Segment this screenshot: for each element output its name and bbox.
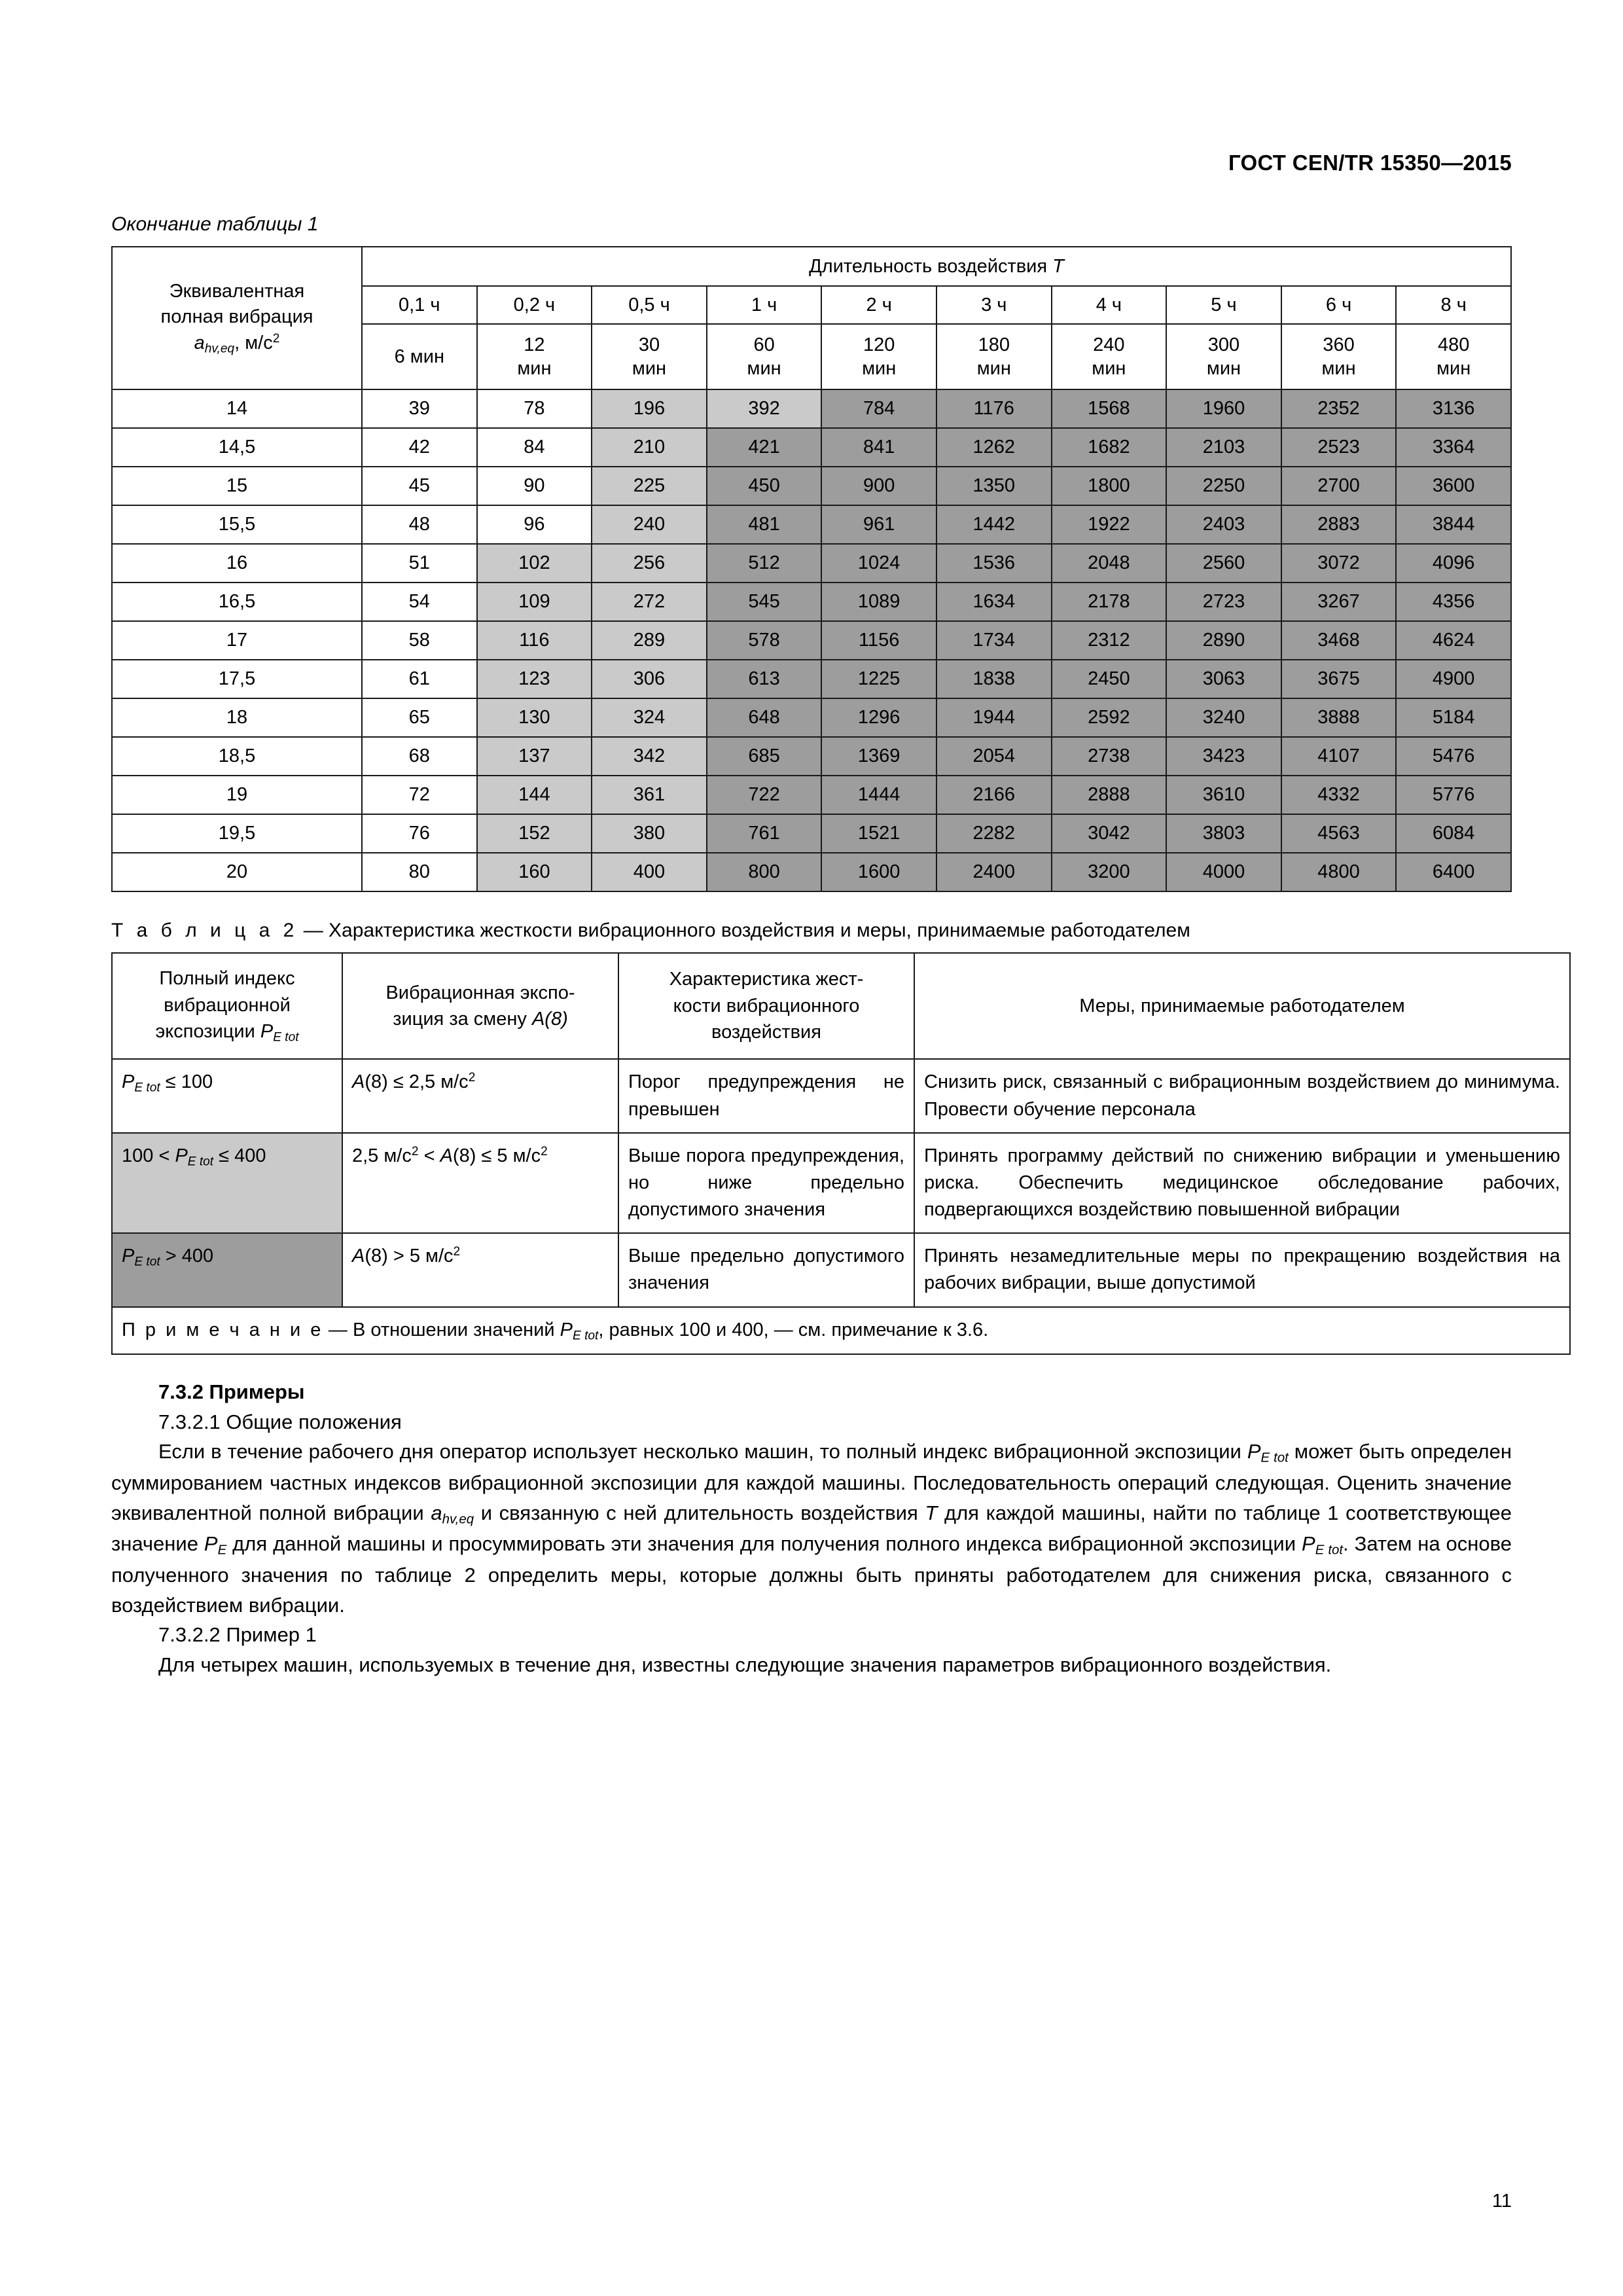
table1-cell-amplitude: 15,5: [112, 505, 362, 544]
table2-cell-measures: Принять программу действий по снижению вибрации и уменьшению риска. Обеспечить медицинское обследование рабочих, подвергающихся воздействию повышенной вибрации: [914, 1133, 1570, 1234]
table1-cell-points: 256: [592, 544, 707, 583]
table1-cell-points: 1944: [936, 698, 1052, 737]
table-row: [112, 583, 1511, 621]
table1-cell-points: 2312: [1052, 621, 1167, 660]
table1-cell-points: 3072: [1281, 544, 1397, 583]
table2-cell-measures: Снизить риск, связанный с вибрационным воздействием до минимума. Провести обучение персонала: [914, 1059, 1570, 1132]
table1-cell-amplitude: 17,5: [112, 660, 362, 698]
table1-cell-points: 1634: [936, 583, 1052, 621]
table1-cell-points: 306: [592, 660, 707, 698]
table1-cell-points: 3675: [1281, 660, 1397, 698]
table1-cell-points: 1600: [821, 853, 936, 891]
table1-cell-points: 4356: [1396, 583, 1511, 621]
table-row: [112, 660, 1511, 698]
table1-cell-points: 648: [707, 698, 822, 737]
table1-cell-points: 2723: [1166, 583, 1281, 621]
table1-cell-amplitude: 14,5: [112, 428, 362, 467]
table1-cell-points: 196: [592, 389, 707, 428]
table1-cell-points: 784: [821, 389, 936, 428]
table1-cell-points: 6084: [1396, 814, 1511, 853]
table1-cell-points: 324: [592, 698, 707, 737]
table2-header-total-index: Полный индекс вибрационной экспозиции $P_{E tot}$: [112, 953, 342, 1059]
table1-header-hours-4: 2 ч: [821, 286, 936, 324]
table1-cell-amplitude: 20: [112, 853, 362, 891]
table1-cell-points: 2888: [1052, 776, 1167, 814]
table2-cell-index-range: $P_{E tot} \le 100$: [112, 1059, 342, 1132]
table1-cell-points: 2592: [1052, 698, 1167, 737]
table1-cell-amplitude: 19,5: [112, 814, 362, 853]
table1-cell-points: 102: [477, 544, 592, 583]
table1-cell-points: 96: [477, 505, 592, 544]
table1-cell-amplitude: 18,5: [112, 737, 362, 776]
table1-cell-points: 3240: [1166, 698, 1281, 737]
table1-cell-points: 2700: [1281, 467, 1397, 505]
table-row: [112, 698, 1511, 737]
table2-header-exposure: Вибрационная экспо- зиция за смену A(8): [342, 953, 618, 1059]
table2-body: [112, 953, 1570, 1354]
table1-cell-points: 2403: [1166, 505, 1281, 544]
table1-cell-points: 2178: [1052, 583, 1167, 621]
table1-cell-points: 3364: [1396, 428, 1511, 467]
table1-cell-points: 2282: [936, 814, 1052, 853]
table1-cell-points: 4096: [1396, 544, 1511, 583]
table1-cell-points: 39: [362, 389, 477, 428]
table1-cell-points: 961: [821, 505, 936, 544]
table1-body: [112, 389, 1511, 891]
table2-cell-exposure-value: 2,5 $м/с^2 < A(8) \le 5$ $м/с^2$: [342, 1133, 618, 1234]
table1-cell-points: 48: [362, 505, 477, 544]
table2-caption-text: — Характеристика жесткости вибрационного воздействия и меры, принимаемые работодателем: [298, 920, 1190, 941]
table1-cell-points: 137: [477, 737, 592, 776]
table1-cell-points: 2054: [936, 737, 1052, 776]
table2-cell-index-range: $P_{E tot} > 400$: [112, 1233, 342, 1306]
table1-cell-points: 61: [362, 660, 477, 698]
table-row: [112, 814, 1511, 853]
table1-cell-points: 2048: [1052, 544, 1167, 583]
table1-head: [112, 247, 1511, 389]
table1-cell-points: 68: [362, 737, 477, 776]
table1-cell-points: 3844: [1396, 505, 1511, 544]
heading-7-3-2: 7.3.2 Примеры: [158, 1380, 305, 1404]
table1-cell-points: 289: [592, 621, 707, 660]
table1-cell-amplitude: 16: [112, 544, 362, 583]
table-2-severity-measures: [111, 952, 1571, 1355]
table1-cell-points: 1176: [936, 389, 1052, 428]
table1-cell-points: 2450: [1052, 660, 1167, 698]
table1-header-equivalent-vibration: Эквивалентная полная вибрация $a_{hv,eq}$, $м/с^2$: [112, 247, 362, 389]
section-body: [111, 1377, 1512, 1679]
table1-cell-points: 80: [362, 853, 477, 891]
table1-cell-points: 1922: [1052, 505, 1167, 544]
table1-cell-points: 1444: [821, 776, 936, 814]
table1-cell-points: 65: [362, 698, 477, 737]
table1-cell-points: 685: [707, 737, 822, 776]
table1-header-minutes-6: 240 мин: [1052, 324, 1167, 389]
table1-cell-points: 4000: [1166, 853, 1281, 891]
table1-cell-points: 1536: [936, 544, 1052, 583]
table1-cell-amplitude: 18: [112, 698, 362, 737]
table1-cell-points: 1350: [936, 467, 1052, 505]
table1-cell-amplitude: 16,5: [112, 583, 362, 621]
table1-cell-points: 1296: [821, 698, 936, 737]
table1-header-minutes-1: 12 мин: [477, 324, 592, 389]
table2-cell-exposure-value: A(8) > 5 $м/с^2$: [342, 1233, 618, 1306]
table1-cell-points: 800: [707, 853, 822, 891]
table1-cell-points: 400: [592, 853, 707, 891]
table1-header-hours-7: 5 ч: [1166, 286, 1281, 324]
table1-cell-points: 2400: [936, 853, 1052, 891]
table1-header-hours-6: 4 ч: [1052, 286, 1167, 324]
table-row: [112, 1233, 1570, 1306]
table-row: [112, 776, 1511, 814]
table1-cell-points: 1521: [821, 814, 936, 853]
table1-cell-points: 240: [592, 505, 707, 544]
table1-cell-points: 3600: [1396, 467, 1511, 505]
table1-cell-points: 722: [707, 776, 822, 814]
table1-cell-points: 342: [592, 737, 707, 776]
table1-cell-points: 3610: [1166, 776, 1281, 814]
table1-header-minutes-2: 30 мин: [592, 324, 707, 389]
table1-cell-points: 3803: [1166, 814, 1281, 853]
table1-cell-points: 361: [592, 776, 707, 814]
table1-header-minutes-8: 360 мин: [1281, 324, 1397, 389]
table1-cell-points: 841: [821, 428, 936, 467]
table1-cell-points: 392: [707, 389, 822, 428]
table1-cell-points: 2352: [1281, 389, 1397, 428]
table1-cell-points: 1568: [1052, 389, 1167, 428]
table1-header-hours-2: 0,5 ч: [592, 286, 707, 324]
table1-header-hours-3: 1 ч: [707, 286, 822, 324]
table1-cell-points: 3063: [1166, 660, 1281, 698]
table1-cell-amplitude: 19: [112, 776, 362, 814]
table1-cell-points: 1024: [821, 544, 936, 583]
table1-cell-points: 1442: [936, 505, 1052, 544]
table1-cell-points: 1960: [1166, 389, 1281, 428]
table1-cell-points: 1262: [936, 428, 1052, 467]
table1-cell-points: 2523: [1281, 428, 1397, 467]
table1-header-minutes-3: 60 мин: [707, 324, 822, 389]
table-row: [112, 1133, 1570, 1234]
table1-cell-points: 4624: [1396, 621, 1511, 660]
table1-cell-points: 3888: [1281, 698, 1397, 737]
table1-header-minutes-9: 480 мин: [1396, 324, 1511, 389]
table1-cell-points: 900: [821, 467, 936, 505]
table1-caption: Окончание таблицы 1: [111, 213, 319, 235]
table1-cell-points: 450: [707, 467, 822, 505]
paragraph-general-provisions: Если в течение рабочего дня оператор использует несколько машин, то полный индекс вибрационной экспозиции $P_{E tot}$ может быть определен суммированием частных индексов вибрационной экспозиции для каждой машины. Последовательность операций следующая. Оценить значение эквивалентной полной вибрации $a_{hv,eq}$ и связанную с ней длительность воздействия T для каждой машины, найти по таблице 1 соответствующее значение $P_E$ для данной машины и просуммировать эти значения для получения полного индекса вибрационной экспозиции $P_{E tot}$. Затем на основе полученного значения по таблице 2 определить меры, которые должны быть приняты работодателем для снижения риска, связанного с воздействием вибрации.: [111, 1440, 1512, 1617]
table1-cell-points: 116: [477, 621, 592, 660]
table1-cell-points: 1225: [821, 660, 936, 698]
table2-header-row: [112, 953, 1570, 1059]
table1-cell-points: 5184: [1396, 698, 1511, 737]
table1-cell-points: 210: [592, 428, 707, 467]
paragraph-example-1: Для четырех машин, используемых в течение дня, известны следующие значения параметров вибрационного воздействия.: [158, 1653, 1332, 1676]
heading-7-3-2-1: 7.3.2.1 Общие положения: [158, 1410, 402, 1433]
table1-cell-points: 4107: [1281, 737, 1397, 776]
table1-cell-points: 58: [362, 621, 477, 660]
table1-cell-points: 4563: [1281, 814, 1397, 853]
table1-cell-points: 2250: [1166, 467, 1281, 505]
table2-note-row: [112, 1307, 1570, 1355]
table-row: [112, 1059, 1570, 1132]
table2-header-measures: Меры, принимаемые работодателем: [914, 953, 1570, 1059]
table1-cell-amplitude: 15: [112, 467, 362, 505]
table1-cell-points: 6400: [1396, 853, 1511, 891]
table1-cell-points: 2103: [1166, 428, 1281, 467]
table2-cell-severity: Порог предупреждения не превышен: [618, 1059, 914, 1132]
table1-cell-points: 2560: [1166, 544, 1281, 583]
table2-note: П р и м е ч а н и е — В отношении значений $P_{E tot}$, равных 100 и 400, — см. примечание к 3.6.: [112, 1307, 1570, 1355]
table1-cell-points: 2738: [1052, 737, 1167, 776]
table1-cell-points: 3200: [1052, 853, 1167, 891]
table1-cell-points: 3468: [1281, 621, 1397, 660]
table-row: [112, 621, 1511, 660]
table1-header-hours-0: 0,1 ч: [362, 286, 477, 324]
table1-cell-points: 1838: [936, 660, 1052, 698]
table1-cell-points: 45: [362, 467, 477, 505]
table1-cell-points: 1734: [936, 621, 1052, 660]
table1-cell-points: 1156: [821, 621, 936, 660]
table-row: [112, 467, 1511, 505]
table-row: [112, 428, 1511, 467]
table1-cell-points: 481: [707, 505, 822, 544]
table1-header-minutes-7: 300 мин: [1166, 324, 1281, 389]
table1-cell-points: 225: [592, 467, 707, 505]
table1-cell-points: 1682: [1052, 428, 1167, 467]
table1-cell-points: 1089: [821, 583, 936, 621]
table1-cell-points: 380: [592, 814, 707, 853]
table2-caption: [111, 920, 1512, 942]
table2-cell-index-range: $100 < P_{E tot} \le 400$: [112, 1133, 342, 1234]
table-row: [112, 544, 1511, 583]
table1-header-minutes-0: 6 мин: [362, 324, 477, 389]
table1-cell-points: 78: [477, 389, 592, 428]
table1-header-duration: Длительность воздействия T: [362, 247, 1511, 286]
table-row: [112, 737, 1511, 776]
table1-cell-points: 3423: [1166, 737, 1281, 776]
table1-cell-points: 72: [362, 776, 477, 814]
table1-header-hours-8: 6 ч: [1281, 286, 1397, 324]
table1-cell-points: 1800: [1052, 467, 1167, 505]
table1-cell-points: 5476: [1396, 737, 1511, 776]
table-row: [112, 505, 1511, 544]
table2-cell-severity: Выше предельно допустимого значения: [618, 1233, 914, 1306]
table1-cell-points: 1369: [821, 737, 936, 776]
table2-header-severity: Характеристика жест- кости вибрационного воздействия: [618, 953, 914, 1059]
table1-cell-points: 54: [362, 583, 477, 621]
table1-cell-points: 613: [707, 660, 822, 698]
table1-header-hours-9: 8 ч: [1396, 286, 1511, 324]
table1-cell-points: 152: [477, 814, 592, 853]
table1-cell-points: 160: [477, 853, 592, 891]
table1-cell-amplitude: 14: [112, 389, 362, 428]
table2-cell-severity: Выше порога предупреждения, но ниже предельно допустимого значения: [618, 1133, 914, 1234]
table1-header-minutes-5: 180 мин: [936, 324, 1052, 389]
table1-cell-points: 130: [477, 698, 592, 737]
table1-cell-points: 76: [362, 814, 477, 853]
table1-cell-points: 84: [477, 428, 592, 467]
table1-header-hours-1: 0,2 ч: [477, 286, 592, 324]
table1-cell-points: 4900: [1396, 660, 1511, 698]
table1-cell-points: 512: [707, 544, 822, 583]
table1-cell-points: 2166: [936, 776, 1052, 814]
heading-7-3-2-2: 7.3.2.2 Пример 1: [158, 1623, 317, 1647]
table1-cell-points: 42: [362, 428, 477, 467]
table1-cell-points: 4332: [1281, 776, 1397, 814]
table1-cell-points: 545: [707, 583, 822, 621]
table1-cell-points: 109: [477, 583, 592, 621]
table1-cell-points: 3136: [1396, 389, 1511, 428]
table1-cell-points: 272: [592, 583, 707, 621]
table1-cell-points: 761: [707, 814, 822, 853]
table-row: [112, 853, 1511, 891]
table1-header-row-span: [112, 247, 1511, 286]
document-header: ГОСТ CEN/TR 15350—2015: [1228, 151, 1512, 175]
table1-header-hours-5: 3 ч: [936, 286, 1052, 324]
table1-cell-points: 144: [477, 776, 592, 814]
table2-caption-label: Т а б л и ц а 2: [111, 920, 298, 941]
table1-cell-points: 90: [477, 467, 592, 505]
page-number: 11: [1491, 2191, 1512, 2212]
table1-cell-amplitude: 17: [112, 621, 362, 660]
table1-cell-points: 578: [707, 621, 822, 660]
table1-cell-points: 3042: [1052, 814, 1167, 853]
table2-cell-exposure-value: A(8) ≤ 2,5 $м/с^2$: [342, 1059, 618, 1132]
table1-cell-points: 4800: [1281, 853, 1397, 891]
table-row: [112, 389, 1511, 428]
table1-cell-points: 51: [362, 544, 477, 583]
table1-cell-points: 5776: [1396, 776, 1511, 814]
table1-cell-points: 3267: [1281, 583, 1397, 621]
table1-cell-points: 2890: [1166, 621, 1281, 660]
table2-cell-measures: Принять незамедлительные меры по прекращению воздействия на рабочих вибрации, выше допустимой: [914, 1233, 1570, 1306]
table1-cell-points: 123: [477, 660, 592, 698]
table1-cell-points: 2883: [1281, 505, 1397, 544]
table1-header-minutes-4: 120 мин: [821, 324, 936, 389]
table1-cell-points: 421: [707, 428, 822, 467]
table-1-exposure-points: [111, 246, 1512, 892]
